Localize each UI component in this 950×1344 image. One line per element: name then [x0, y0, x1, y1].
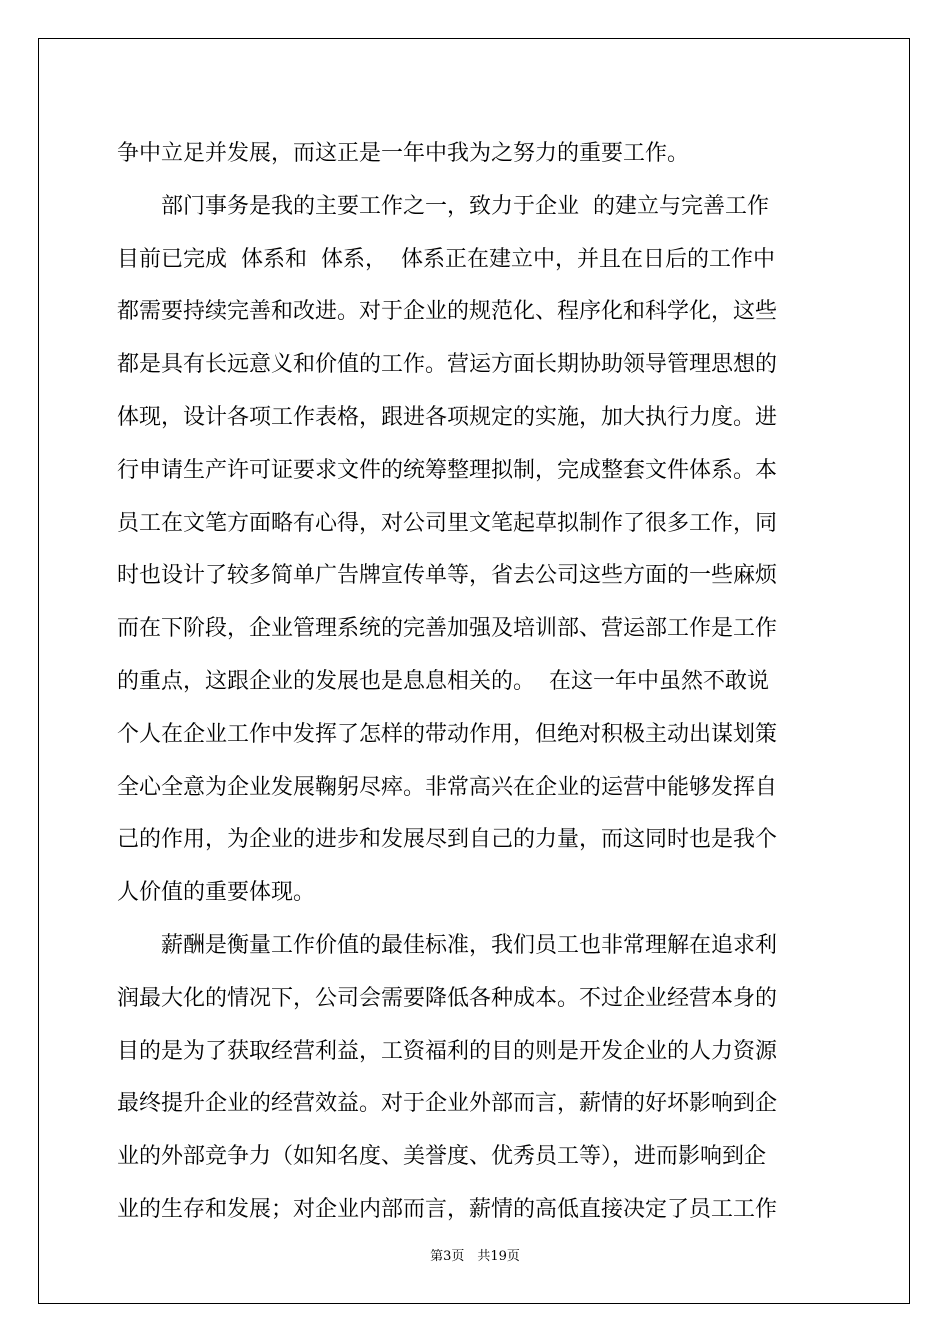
text-line: 争中立足并发展，而这正是一年中我为之努力的重要工作。: [117, 141, 690, 166]
text-line: 而在下阶段，企业管理系统的完善加强及培训部、营运部工作是工作: [117, 616, 778, 642]
text-line: 都需要持续完善和改进。对于企业的规范化、程序化和科学化，这些: [117, 299, 778, 325]
text-line: 己的作用，为企业的进步和发展尽到自己的力量，而这同时也是我个: [117, 827, 778, 853]
text-line: 行申请生产许可证要求文件的统筹整理拟制，完成整套文件体系。本: [117, 457, 778, 483]
page-number-footer: 第3页 共19页: [430, 1249, 520, 1264]
text-line: 最终提升企业的经营效益。对于企业外部而言，薪情的好坏影响到企: [117, 1091, 778, 1117]
text-line: 业的外部竞争力（如知名度、美誉度、优秀员工等），进而影响到企: [117, 1144, 767, 1170]
text-line: 都是具有长远意义和价值的工作。营运方面长期协助领导管理思想的: [117, 352, 778, 378]
text-line: 目前已完成 体系和 体系， 体系正在建立中，并且在日后的工作中: [117, 246, 775, 272]
text-line: 润最大化的情况下，公司会需要降低各种成本。不过企业经营本身的: [117, 985, 778, 1011]
text-line: 业的生存和发展；对企业内部而言，薪情的高低直接决定了员工工作: [117, 1196, 778, 1222]
text-line: 体现，设计各项工作表格，跟进各项规定的实施，加大执行力度。进: [117, 404, 778, 430]
text-line: 时也设计了较多简单广告牌宣传单等，省去公司这些方面的一些麻烦: [117, 563, 778, 589]
text-line: 个人在企业工作中发挥了怎样的带动作用，但绝对积极主动出谋划策: [117, 721, 778, 747]
text-line: 全心全意为企业发展鞠躬尽瘁。非常高兴在企业的运营中能够发挥自: [117, 774, 778, 800]
text-line: 目的是为了获取经营利益，工资福利的目的则是开发企业的人力资源: [117, 1038, 778, 1064]
text-line: 人价值的重要体现。: [117, 880, 316, 906]
text-line: 的重点，这跟企业的发展也是息息相关的。 在这一年中虽然不敢说: [117, 668, 769, 694]
text-line: 部门事务是我的主要工作之一，致力于企业 的建立与完善工作: [117, 193, 769, 219]
document-body: [117, 128, 833, 1237]
text-line: 员工在文笔方面略有心得，对公司里文笔起草拟制作了很多工作，同: [117, 510, 778, 536]
text-line: 薪酬是衡量工作价值的最佳标准，我们员工也非常理解在追求利: [117, 932, 778, 958]
